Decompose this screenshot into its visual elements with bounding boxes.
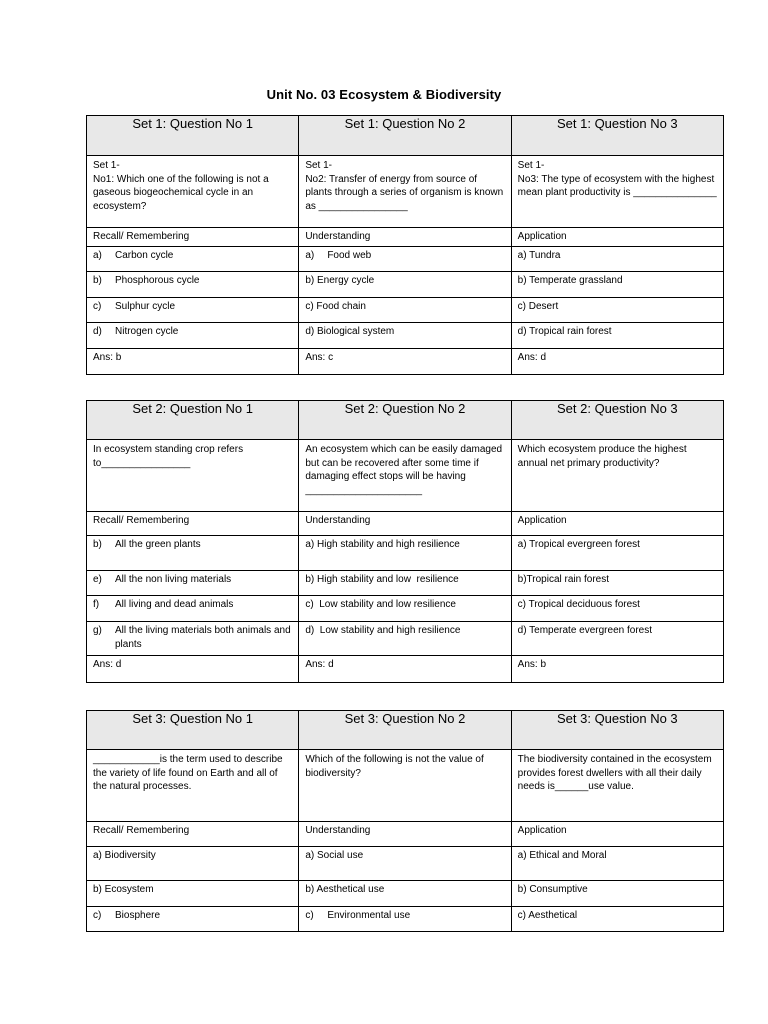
set-3-table xyxy=(86,710,724,932)
option-label: c) xyxy=(93,300,102,312)
option-text: d) Tropical rain forest xyxy=(517,325,612,337)
cognitive-level: Application xyxy=(511,822,723,847)
option-text: All the non living materials xyxy=(115,574,232,585)
option-cell xyxy=(87,271,299,297)
question-text: Set 1- No1: Which one of the following is not a gaseous biogeochemical cycle in an ecosystem? xyxy=(87,156,299,228)
option-label: d) xyxy=(93,325,102,337)
option-cell xyxy=(511,536,723,571)
option-cell xyxy=(87,596,299,622)
cognitive-level: Understanding xyxy=(299,822,511,847)
option-text: c) Food chain xyxy=(305,300,366,312)
option-cell xyxy=(511,847,723,881)
answer-cell: Ans: b xyxy=(511,656,723,683)
option-label: g) xyxy=(93,625,102,636)
option-text: c) Low stability and low resilience xyxy=(305,599,456,610)
option-text: c) Tropical deciduous forest xyxy=(517,599,640,610)
option-text: Food web xyxy=(327,249,372,261)
column-header: Set 2: Question No 2 xyxy=(299,401,511,440)
option-text: a) Social use xyxy=(305,850,364,861)
option-cell xyxy=(511,596,723,622)
page-title: Unit No. 03 Ecosystem & Biodiversity xyxy=(266,87,502,102)
option-cell xyxy=(511,246,723,271)
option-label: a) xyxy=(305,249,315,261)
question-text: In ecosystem standing crop refers to________________ xyxy=(87,440,299,512)
option-label: e) xyxy=(93,574,102,585)
option-text: All the living materials both animals and plants xyxy=(115,625,291,650)
cognitive-level: Understanding xyxy=(299,228,511,247)
column-header: Set 3: Question No 2 xyxy=(299,711,511,750)
option-cell xyxy=(87,536,299,571)
option-text: d) Temperate evergreen forest xyxy=(517,625,652,636)
cognitive-level: Recall/ Remembering xyxy=(87,228,299,247)
option-text: c) Desert xyxy=(517,300,559,312)
option-text: a) High stability and high resilience xyxy=(305,539,460,550)
question-text: ____________is the term used to describe the variety of life found on Earth and all of the natural processes. xyxy=(87,750,299,822)
option-cell xyxy=(87,322,299,348)
question-text: An ecosystem which can be easily damaged but can be recovered after some time if damaging effect stops will be having _____________________ xyxy=(299,440,511,512)
option-cell xyxy=(299,881,511,907)
option-cell xyxy=(511,297,723,322)
answer-cell: Ans: d xyxy=(299,656,511,683)
column-header: Set 2: Question No 3 xyxy=(511,401,723,440)
option-label: b) xyxy=(93,539,102,550)
option-text: a) Biodiversity xyxy=(93,850,156,861)
option-text: d) Low stability and high resilience xyxy=(305,625,461,636)
option-text: a) Tropical evergreen forest xyxy=(517,539,640,550)
option-cell xyxy=(299,847,511,881)
column-header: Set 3: Question No 1 xyxy=(87,711,299,750)
column-header: Set 3: Question No 3 xyxy=(511,711,723,750)
option-cell xyxy=(299,907,511,932)
option-text: c) Aesthetical xyxy=(517,910,578,921)
answer-cell: Ans: c xyxy=(299,348,511,374)
option-text: All the green plants xyxy=(115,539,201,550)
option-text: a) Tundra xyxy=(517,249,561,261)
option-cell xyxy=(299,271,511,297)
option-cell xyxy=(511,322,723,348)
question-text: Which ecosystem produce the highest annual net primary productivity? xyxy=(511,440,723,512)
option-cell xyxy=(299,622,511,656)
option-text: b) High stability and low resilience xyxy=(305,574,459,585)
column-header: Set 1: Question No 3 xyxy=(511,116,723,156)
option-text: b) Temperate grassland xyxy=(517,274,623,286)
answer-cell: Ans: d xyxy=(511,348,723,374)
column-header: Set 2: Question No 1 xyxy=(87,401,299,440)
option-text: All living and dead animals xyxy=(115,599,234,610)
option-text: Carbon cycle xyxy=(115,249,174,261)
option-text: b) Aesthetical use xyxy=(305,884,385,895)
question-text: Which of the following is not the value of biodiversity? xyxy=(299,750,511,822)
option-cell xyxy=(511,907,723,932)
question-text: Set 1- No2: Transfer of energy from source of plants through a series of organism is known as ________________ xyxy=(299,156,511,228)
option-cell xyxy=(87,297,299,322)
option-cell xyxy=(299,596,511,622)
option-text: Sulphur cycle xyxy=(115,300,176,312)
cognitive-level: Recall/ Remembering xyxy=(87,512,299,536)
column-header: Set 1: Question No 1 xyxy=(87,116,299,156)
set-1-table xyxy=(86,115,724,375)
option-label: c) xyxy=(305,910,314,921)
answer-cell: Ans: d xyxy=(87,656,299,683)
option-cell xyxy=(87,847,299,881)
option-text: Biosphere xyxy=(115,910,161,921)
option-cell xyxy=(87,571,299,596)
option-text: Environmental use xyxy=(327,910,411,921)
option-text: a) Ethical and Moral xyxy=(517,850,607,861)
option-label: c) xyxy=(93,910,102,921)
option-text: b) Energy cycle xyxy=(305,274,375,286)
option-text: b) Ecosystem xyxy=(93,884,154,895)
option-cell xyxy=(87,622,299,656)
option-label: a) xyxy=(93,249,102,261)
option-label: f) xyxy=(93,599,100,610)
question-text: The biodiversity contained in the ecosystem provides forest dwellers with all their daily needs is______use value. xyxy=(511,750,723,822)
option-cell xyxy=(299,246,511,271)
option-cell xyxy=(511,571,723,596)
option-text: Nitrogen cycle xyxy=(115,325,179,337)
cognitive-level: Recall/ Remembering xyxy=(87,822,299,847)
option-cell xyxy=(87,907,299,932)
cognitive-level: Understanding xyxy=(299,512,511,536)
option-cell xyxy=(511,622,723,656)
option-cell xyxy=(299,297,511,322)
option-cell xyxy=(299,322,511,348)
option-cell xyxy=(299,571,511,596)
option-label: b) xyxy=(93,274,102,286)
column-header: Set 1: Question No 2 xyxy=(299,116,511,156)
option-cell xyxy=(511,271,723,297)
option-text: d) Biological system xyxy=(305,325,395,337)
option-text: b)Tropical rain forest xyxy=(517,574,609,585)
option-text: Phosphorous cycle xyxy=(115,274,200,286)
question-text: Set 1- No3: The type of ecosystem with the highest mean plant productivity is _______________ xyxy=(511,156,723,228)
cognitive-level: Application xyxy=(511,228,723,247)
option-cell xyxy=(511,881,723,907)
option-cell xyxy=(87,881,299,907)
set-2-table xyxy=(86,400,724,683)
option-cell xyxy=(87,246,299,271)
answer-cell: Ans: b xyxy=(87,348,299,374)
option-cell xyxy=(299,536,511,571)
option-text: b) Consumptive xyxy=(517,884,588,895)
cognitive-level: Application xyxy=(511,512,723,536)
